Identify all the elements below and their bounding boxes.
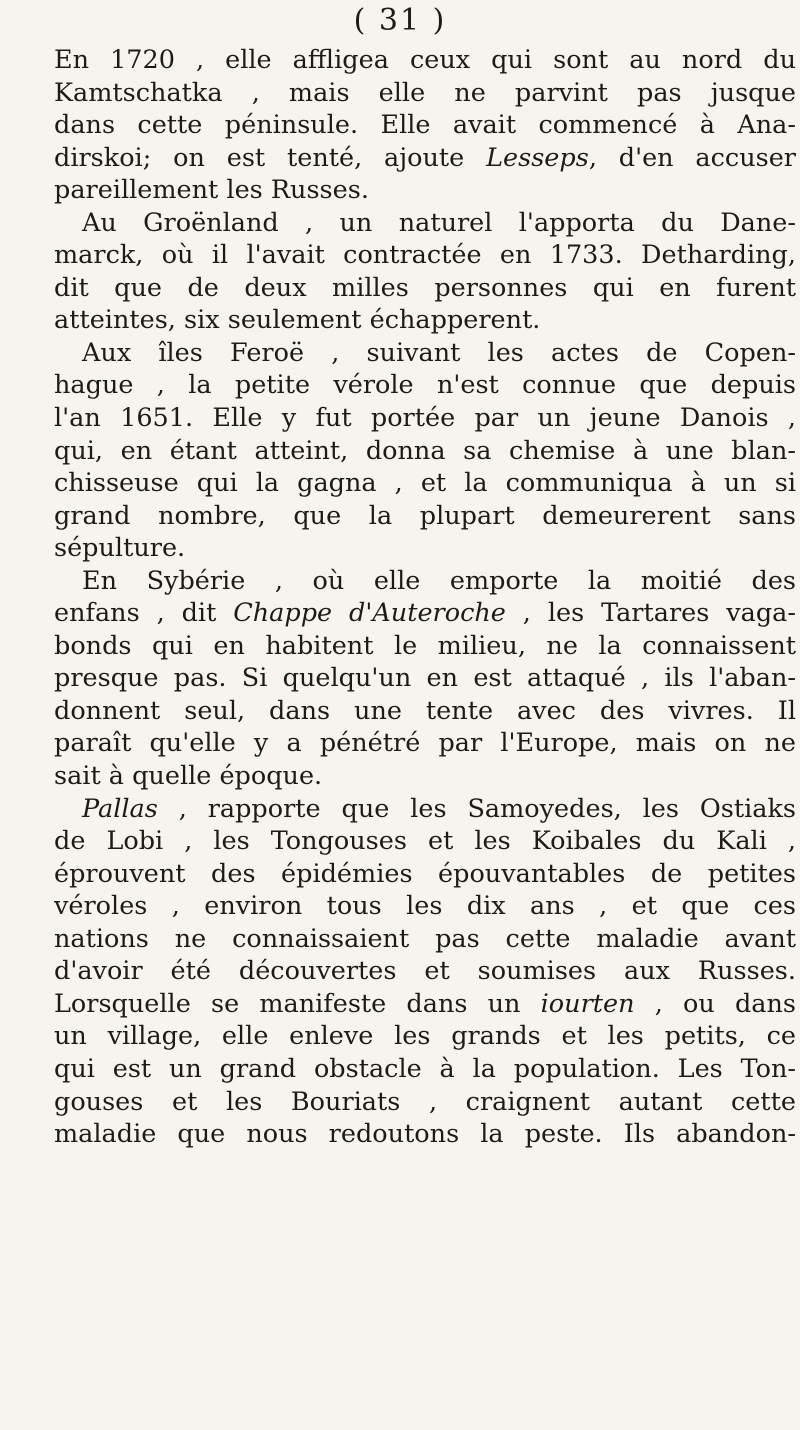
text-line: sépulture. xyxy=(54,533,186,564)
text-line: Au Groënland , un naturel l'apporta du Dane- xyxy=(82,207,796,238)
text-line: Aux îles Feroë , suivant les actes de Copen- xyxy=(82,337,796,368)
text-line: donnent seul, dans une tente avec des vivres. Il xyxy=(54,695,796,726)
text-line: éprouvent des épidémies épouvantables de petites xyxy=(54,858,796,889)
text-line: En 1720 , elle affligea ceux qui sont au nord du xyxy=(54,45,796,75)
text-line: dit que de deux milles personnes qui en furent xyxy=(54,272,796,303)
text-line: dirskoi; on est tenté, ajoute Lesseps, d'en accuser xyxy=(54,142,796,173)
text-line: Lorsquelle se manifeste dans un iourten , ou dans xyxy=(54,988,796,1019)
italic-term: Pallas xyxy=(82,793,158,824)
text-line: chisseuse qui la gagna , et la communiqua à un si xyxy=(54,468,796,499)
text-line: de Lobi , les Tongouses et les Koibales du Kali , xyxy=(54,826,796,857)
text-line: nations ne connaissaient pas cette maladie avant xyxy=(54,923,796,954)
text-line: hague , la petite vérole n'est connue que depuis xyxy=(54,370,796,401)
text-line: presque pas. Si quelqu'un en est attaqué , ils l'aban- xyxy=(54,663,796,694)
text-line: d'avoir été découvertes et soumises aux Russes. xyxy=(54,956,796,987)
text-line: qui est un grand obstacle à la population. Les Ton- xyxy=(54,1053,796,1084)
text-line: pareillement les Russes. xyxy=(54,175,369,206)
text-line: enfans , dit Chappe d'Auteroche , les Tartares vaga- xyxy=(54,598,796,629)
text-line: sait à quelle époque. xyxy=(54,761,323,792)
text-line: qui, en étant atteint, donna sa chemise à une blan- xyxy=(54,435,796,466)
text-line: maladie que nous redoutons la peste. Ils abandon- xyxy=(54,1119,796,1150)
italic-term: Chappe d'Auteroche xyxy=(233,598,506,629)
text-line: paraît qu'elle y a pénétré par l'Europe, mais on ne xyxy=(54,728,796,759)
italic-term: iourten xyxy=(540,988,635,1019)
text-line: un village, elle enleve les grands et les petits, ce xyxy=(54,1021,796,1052)
text-line: véroles , environ tous les dix ans , et que ces xyxy=(54,891,796,922)
text-line: l'an 1651. Elle y fut portée par un jeune Danois , xyxy=(54,403,796,434)
italic-term: Lesseps xyxy=(486,142,589,173)
text-line: Pallas , rapporte que les Samoyedes, les Ostiaks xyxy=(82,793,796,824)
page-number: ( 31 ) xyxy=(353,3,447,38)
text-line: marck, où il l'avait contractée en 1733. Detharding, xyxy=(54,240,796,271)
text-line: atteintes, six seulement échapperent. xyxy=(54,305,541,336)
text-line: En Sybérie , où elle emporte la moitié des xyxy=(82,565,796,596)
text-line: dans cette péninsule. Elle avait commencé à Ana- xyxy=(54,110,796,141)
body-text xyxy=(54,44,796,1151)
text-line: grand nombre, que la plupart demeurerent sans xyxy=(54,500,796,531)
text-line: gouses et les Bouriats , craignent autant cette xyxy=(54,1086,796,1117)
text-line: Kamtschatka , mais elle ne parvint pas jusque xyxy=(54,77,796,108)
text-line: bonds qui en habitent le milieu, ne la connaissent xyxy=(54,630,796,661)
